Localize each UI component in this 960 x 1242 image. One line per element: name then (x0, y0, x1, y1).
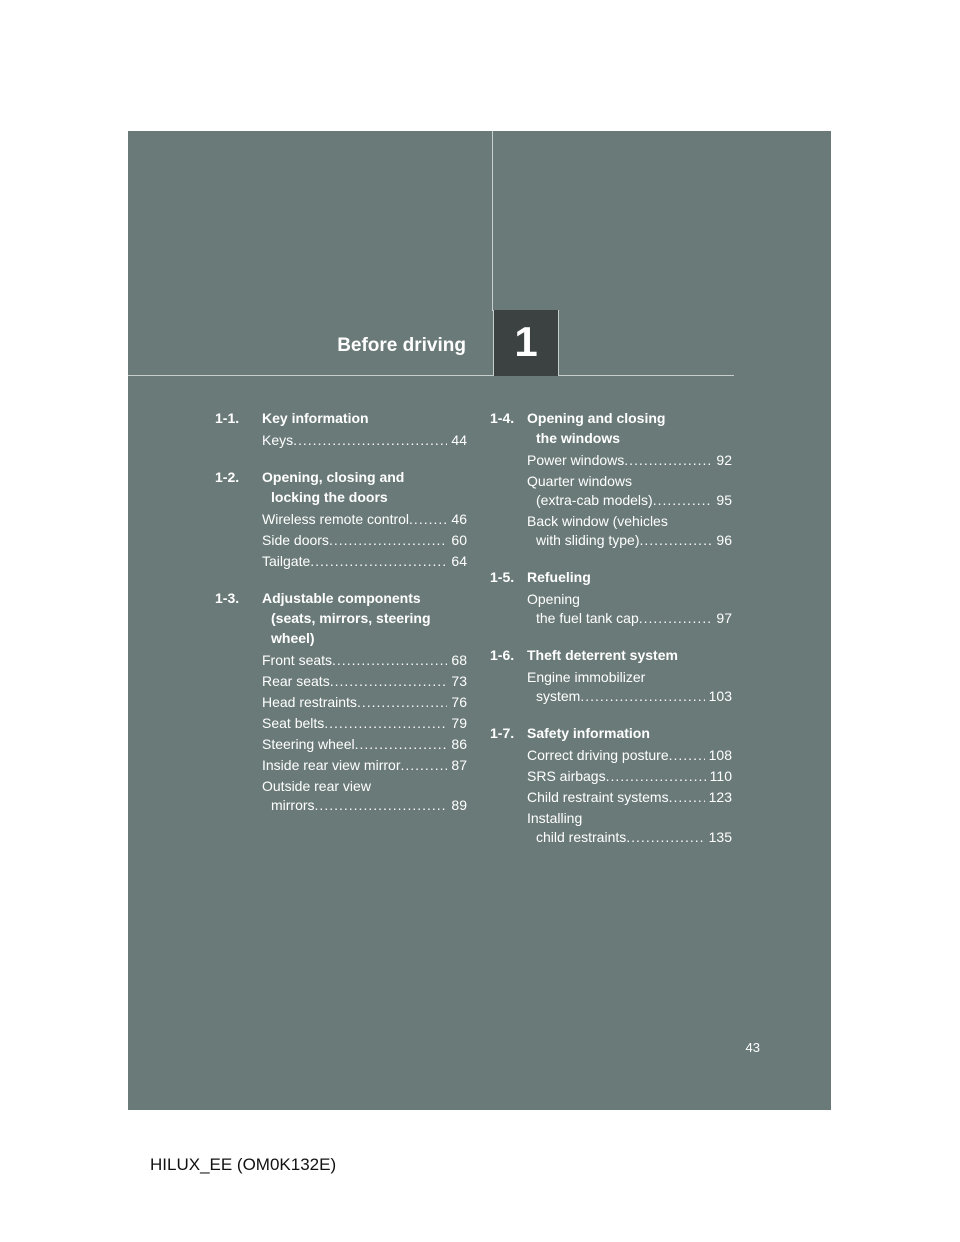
toc-entry[interactable] (262, 735, 467, 754)
entry-page-number: 92 (716, 452, 732, 468)
entry-page-number: 64 (451, 553, 467, 569)
section-heading (215, 408, 467, 428)
entry-page-number: 95 (716, 492, 732, 508)
section-number: 1-2. (215, 469, 240, 485)
entry-text (262, 510, 447, 529)
section-title-line: Opening and closing (527, 410, 666, 426)
divider-vertical (492, 131, 493, 311)
section-title (527, 408, 732, 448)
entry-title-line: the fuel tank cap (536, 610, 639, 626)
toc-entry[interactable] (262, 510, 467, 529)
entry-title (262, 651, 332, 670)
toc-right-column (490, 408, 732, 864)
entry-text (262, 693, 447, 712)
section-entries (215, 431, 467, 450)
section-title-line: locking the doors (271, 489, 388, 505)
leader-dots (355, 735, 448, 754)
entry-row (262, 552, 467, 571)
leader-dots (669, 788, 705, 807)
section-title-line: Opening, closing and (262, 469, 405, 485)
entry-page-number: 108 (708, 747, 732, 763)
page-number: 43 (745, 1040, 760, 1055)
section-heading (215, 588, 467, 648)
section-number: 1-7. (490, 725, 515, 741)
entry-text (262, 735, 447, 754)
entry-title-line: Back window (vehicles (527, 513, 668, 529)
leader-dots (310, 552, 447, 571)
entry-text (262, 531, 447, 550)
toc-entry[interactable] (262, 714, 467, 733)
section-title (527, 645, 732, 665)
entry-page-number: 123 (708, 789, 732, 805)
section-entries (490, 668, 732, 706)
entry-page-number: 97 (716, 610, 732, 626)
entry-title (262, 510, 409, 529)
entry-title (262, 693, 357, 712)
toc-section (215, 467, 467, 571)
section-title-line: Adjustable components (262, 590, 421, 606)
entry-row (262, 796, 467, 815)
entry-title-line: Power windows (527, 452, 625, 468)
toc-entry[interactable] (262, 777, 467, 815)
section-number: 1-1. (215, 410, 240, 426)
section-heading (490, 567, 732, 587)
entry-row (527, 609, 732, 628)
entry-page-number: 68 (451, 652, 467, 668)
entry-title (262, 552, 310, 571)
entry-page-number: 87 (451, 757, 467, 773)
entry-title (262, 431, 293, 450)
entry-title-line: Rear seats (262, 673, 330, 689)
entry-row (262, 531, 467, 550)
toc-entry[interactable] (527, 472, 732, 510)
entry-page-number: 89 (451, 797, 467, 813)
entry-row (262, 693, 467, 712)
entry-title (527, 491, 653, 510)
chapter-number-badge: 1 (493, 310, 559, 376)
section-title (527, 567, 732, 587)
entry-title (262, 796, 315, 815)
toc-section (490, 408, 732, 550)
leader-dots (624, 451, 712, 470)
entry-text (262, 756, 447, 775)
leader-dots (669, 746, 705, 765)
entry-title (262, 531, 329, 550)
entry-title (527, 687, 580, 706)
entry-row (527, 746, 732, 765)
section-number: 1-5. (490, 569, 515, 585)
section-number: 1-6. (490, 647, 515, 663)
entry-row (527, 687, 732, 706)
entry-row (527, 828, 732, 847)
entry-text (262, 714, 447, 733)
leader-dots (639, 609, 713, 628)
section-number: 1-3. (215, 590, 240, 606)
leader-dots (329, 531, 447, 550)
section-entries (215, 510, 467, 571)
entry-title-line: mirrors (271, 797, 315, 813)
entry-row (262, 510, 467, 529)
leader-dots (332, 651, 447, 670)
toc-entry[interactable] (262, 531, 467, 550)
entry-title-line: Steering wheel (262, 736, 355, 752)
entry-row (262, 735, 467, 754)
entry-page-number: 76 (451, 694, 467, 710)
section-title-line: wheel) (271, 630, 315, 646)
entry-title-line: Keys (262, 432, 294, 448)
toc-entry[interactable] (527, 451, 732, 470)
toc-entry[interactable] (262, 756, 467, 775)
toc-section (490, 645, 732, 706)
entry-text (262, 651, 447, 670)
entry-title-line: (extra-cab models) (536, 492, 653, 508)
entry-page-number: 79 (451, 715, 467, 731)
entry-page-number: 86 (451, 736, 467, 752)
entry-text (262, 431, 447, 450)
entry-page-number: 135 (708, 829, 732, 845)
entry-title-line: Head restraints (262, 694, 357, 710)
entry-text (527, 531, 712, 550)
entry-text (527, 767, 706, 786)
toc-entry[interactable] (527, 767, 732, 786)
entry-text (262, 672, 447, 691)
section-title-line: the windows (536, 430, 620, 446)
entry-title-line: Installing (527, 810, 583, 826)
entry-page-number: 60 (451, 532, 467, 548)
toc-entry[interactable] (527, 788, 732, 807)
entry-row (262, 756, 467, 775)
entry-text (527, 687, 705, 706)
toc-entry[interactable] (527, 746, 732, 765)
entry-title-line: Correct driving posture (527, 747, 669, 763)
section-heading (490, 408, 732, 448)
entry-title-line: Quarter windows (527, 473, 633, 489)
section-title-line: Key information (262, 410, 369, 426)
section-heading (490, 723, 732, 743)
entry-title (527, 531, 640, 550)
toc-entry[interactable] (262, 651, 467, 670)
entry-text (527, 609, 712, 628)
entry-title (527, 609, 639, 628)
leader-dots (640, 531, 713, 550)
toc-section (490, 723, 732, 847)
entry-page-number: 103 (708, 688, 732, 704)
leader-dots (626, 828, 704, 847)
leader-dots (293, 431, 447, 450)
entry-title (262, 714, 324, 733)
toc-left-column (215, 408, 467, 832)
entry-title (527, 828, 626, 847)
entry-title (527, 767, 606, 786)
entry-text (527, 451, 712, 470)
leader-dots (330, 672, 448, 691)
section-title (262, 467, 467, 507)
entry-title-line: Opening (527, 591, 580, 607)
entry-row (262, 651, 467, 670)
leader-dots (324, 714, 447, 733)
entry-row (527, 531, 732, 550)
toc-entry[interactable] (527, 668, 732, 706)
entry-page-number: 46 (451, 511, 467, 527)
section-title-line: Safety information (527, 725, 650, 741)
entry-text (527, 746, 705, 765)
entry-title (262, 756, 400, 775)
section-title-line: (seats, mirrors, steering (271, 610, 431, 626)
entry-title-line: Front seats (262, 652, 333, 668)
chapter-title: Before driving (337, 335, 466, 356)
toc-entry[interactable] (262, 693, 467, 712)
document-footer: HILUX_EE (OM0K132E) (150, 1155, 337, 1174)
leader-dots (315, 796, 448, 815)
entry-page-number: 96 (716, 532, 732, 548)
divider-horizontal (128, 375, 734, 376)
entry-title-line: Child restraint systems (527, 789, 669, 805)
leader-dots (580, 687, 704, 706)
toc-section (215, 408, 467, 450)
entry-title-line: SRS airbags (527, 768, 606, 784)
entry-row (262, 431, 467, 450)
section-heading (215, 467, 467, 507)
entry-title-line: Seat belts (262, 715, 325, 731)
section-heading (490, 645, 732, 665)
toc-entry[interactable] (262, 552, 467, 571)
entry-title-line: Wireless remote control (262, 511, 410, 527)
entry-row (527, 767, 732, 786)
entry-row (527, 491, 732, 510)
section-title (262, 408, 467, 428)
leader-dots (357, 693, 447, 712)
entry-title-line: Outside rear view (262, 778, 371, 794)
leader-dots (653, 491, 713, 510)
leader-dots (606, 767, 706, 786)
entry-title-line: Side doors (262, 532, 329, 548)
entry-text (527, 491, 712, 510)
entry-page-number: 73 (451, 673, 467, 689)
entry-title (262, 735, 355, 754)
entry-title-line: Inside rear view mirror (262, 757, 401, 773)
section-title (262, 588, 467, 648)
leader-dots (400, 756, 447, 775)
entry-title (527, 788, 669, 807)
toc-entry[interactable] (527, 809, 732, 847)
entry-row (527, 788, 732, 807)
entry-title-line: Engine immobilizer (527, 669, 646, 685)
entry-row (527, 451, 732, 470)
entry-page-number: 110 (709, 768, 732, 784)
entry-title (262, 672, 330, 691)
section-entries (490, 590, 732, 628)
entry-title (527, 451, 624, 470)
section-entries (490, 451, 732, 550)
section-entries (490, 746, 732, 847)
leader-dots (409, 510, 447, 529)
entry-page-number: 44 (451, 432, 467, 448)
entry-text (527, 788, 705, 807)
toc-entry[interactable] (527, 512, 732, 550)
entry-row (262, 672, 467, 691)
toc-section (215, 588, 467, 815)
section-entries (215, 651, 467, 815)
section-title-line: Refueling (527, 569, 591, 585)
entry-text (527, 828, 705, 847)
toc-entry[interactable] (527, 590, 732, 628)
entry-title-line: system (536, 688, 581, 704)
section-title (527, 723, 732, 743)
section-number: 1-4. (490, 410, 515, 426)
entry-row (262, 714, 467, 733)
entry-title-line: Tailgate (262, 553, 311, 569)
toc-section (490, 567, 732, 628)
section-title-line: Theft deterrent system (527, 647, 678, 663)
entry-title (527, 746, 669, 765)
toc-entry[interactable] (262, 431, 467, 450)
toc-entry[interactable] (262, 672, 467, 691)
entry-title-line: with sliding type) (536, 532, 640, 548)
entry-title-line: child restraints (536, 829, 627, 845)
entry-text (262, 796, 447, 815)
entry-text (262, 552, 447, 571)
